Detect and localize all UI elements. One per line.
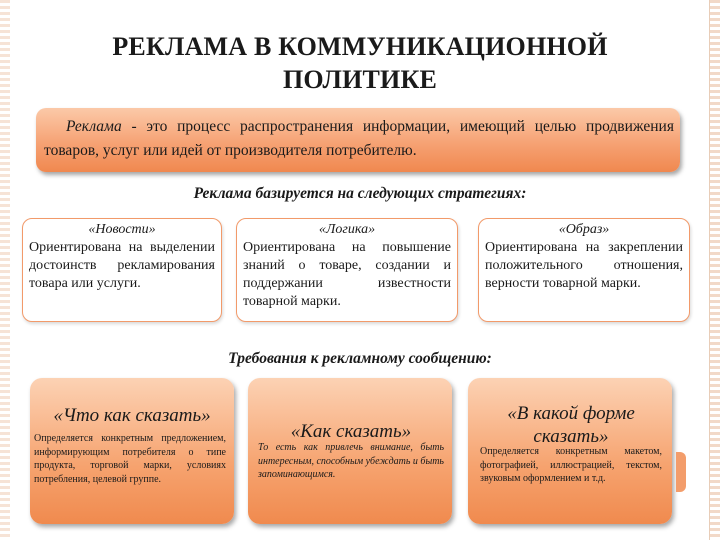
requirement-title: «В какой форме сказать» [507,403,635,447]
requirement-body: Определяется конкретным предложением, информирующим потребителя о типе продукта, торговой марки, условиях потребления, целевой группе. [34,433,226,485]
strategy-body: Ориентирована на выделении достоинств рекламирования товара или услуги. [29,240,215,291]
requirement-body: Определяется конкретным макетом, фотографией, иллюстрацией, текстом, звуковым оформлением и т.д. [480,446,662,484]
strategy-card-image [478,218,690,322]
requirement-body: То есть как привлечь внимание, быть интересным, способным убеждать и быть запоминающимся. [258,442,444,480]
strategy-body: Ориентирована на закреплении положительного отношения, верности товарной марки. [485,240,683,291]
requirement-title: «Как сказать» [290,421,412,442]
definition-term: Реклама [66,118,122,135]
strategy-card-logic [236,218,458,322]
strategies-heading: Реклама базируется на следующих стратегиях: [193,185,527,202]
strategy-title: «Логика» [318,222,376,237]
strategy-title: «Образ» [558,222,610,237]
requirement-title: «Что как сказать» [53,405,211,426]
definition-body: - это процесс распространения информации, имеющий целью продвижения товаров, услуг или идей от производителя потребителю. [44,118,674,159]
definition-text [44,115,674,163]
strategy-card-news [22,218,222,322]
strategy-title: «Новости» [88,222,156,237]
requirements-heading: Требования к рекламному сообщению: [228,350,492,367]
left-decorative-border [0,0,10,540]
slide-edge-tab [676,452,686,492]
page-title: РЕКЛАМА В КОММУНИКАЦИОННОЙ ПОЛИТИКЕ [112,32,608,94]
strategy-body: Ориентирована на повышение знаний о товаре, создании и поддержании известности товарной марки. [243,240,451,309]
right-decorative-border [709,0,720,540]
